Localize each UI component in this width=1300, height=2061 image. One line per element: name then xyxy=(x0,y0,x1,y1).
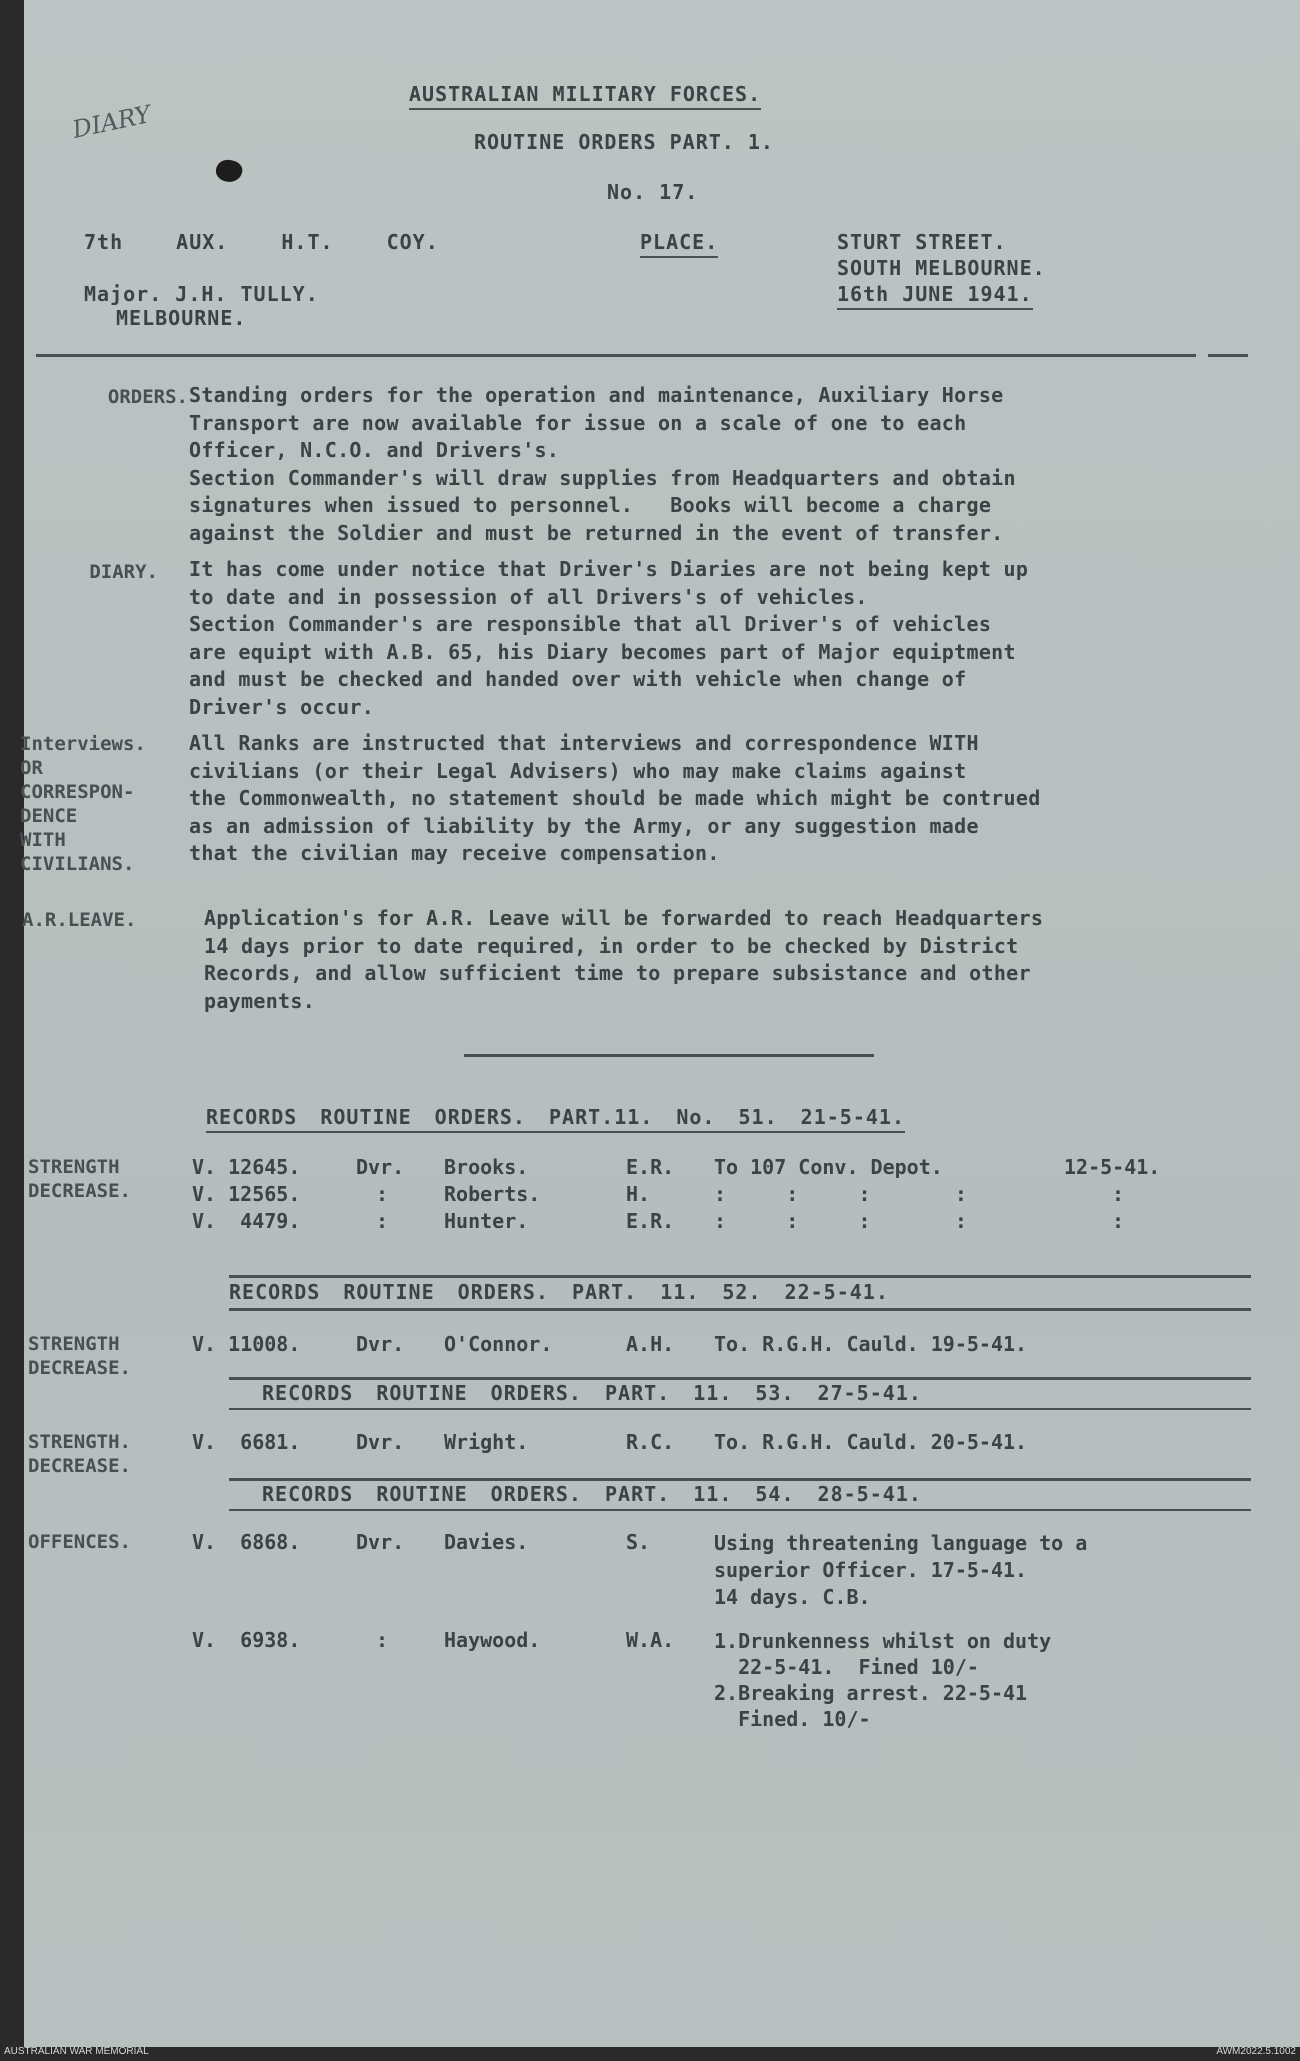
footer-right: AWM2022.5.1002 xyxy=(1216,2046,1296,2057)
record-rank: Dvr. xyxy=(356,1332,405,1356)
section-label-diary: DIARY. xyxy=(89,561,158,583)
commander-name: Major. J.H. TULLY. xyxy=(84,282,319,306)
record-code: H. xyxy=(626,1182,651,1206)
record-name: Roberts. xyxy=(444,1182,541,1206)
document-title: AUSTRALIAN MILITARY FORCES. xyxy=(409,82,761,110)
record-name: Wright. xyxy=(444,1430,529,1454)
record-name: Hunter. xyxy=(444,1209,529,1233)
address-line-2: SOUTH MELBOURNE. xyxy=(837,256,1046,280)
record-no: V. 12565. xyxy=(192,1182,301,1206)
record-rank: Dvr. xyxy=(356,1155,405,1179)
record-code: E.R. xyxy=(626,1209,675,1233)
record-detail: 1.Drunkenness whilst on duty 22-5-41. Fined 10/- 2.Breaking arrest. 22-5-41 Fined. 10/- xyxy=(714,1629,1052,1731)
records-rule-53-bottom xyxy=(229,1408,1251,1410)
record-code: W.A. xyxy=(626,1628,675,1652)
records-label-52: STRENGTH DECREASE. xyxy=(28,1333,131,1379)
records-rule-52-bottom xyxy=(229,1308,1251,1311)
header-divider-end xyxy=(1208,354,1248,357)
records-heading-54: RECORDS ROUTINE ORDERS. PART. 11. 54. 28-5-41. xyxy=(262,1482,922,1506)
order-number: No. 17. xyxy=(607,180,699,204)
record-name: Brooks. xyxy=(444,1155,529,1179)
record-date: : xyxy=(1112,1182,1125,1206)
unit-name: 7th AUX. H.T. COY. xyxy=(84,230,439,254)
record-name: Davies. xyxy=(444,1530,529,1554)
document-page xyxy=(20,0,1300,2047)
order-date: 16th JUNE 1941. xyxy=(837,282,1033,310)
record-no: V. 11008. xyxy=(192,1332,301,1356)
records-rule-53-top xyxy=(229,1377,1251,1380)
record-no: V. 6868. xyxy=(192,1530,301,1554)
section-text-orders: Standing orders for the operation and maintenance, Auxiliary Horse Transport are now available for issue on a scale of one to each Officer, N.C.O. and Drivers's. Section Commander's will draw supplies from Headquarters and obtain signatures when issued to personnel. Books will become a charge against the Soldier and must be returned in the event of transfer. xyxy=(189,383,1016,545)
section-text-interviews: All Ranks are instructed that interviews and correspondence WITH civilians (or their Legal Advisers) who may make claims against the Commonwealth, no statement should be made which might be contrued as an admission of liability by the Army, or any suggestion made that the civilian may receive compensation. xyxy=(189,731,1041,865)
section-label-ar-leave: A.R.LEAVE. xyxy=(22,909,137,931)
record-detail: : : : : xyxy=(714,1209,967,1233)
record-rank: Dvr. xyxy=(356,1530,405,1554)
record-detail: Using threatening language to a superior Officer. 17-5-41. 14 days. C.B. xyxy=(714,1531,1088,1609)
record-code: A.H. xyxy=(626,1332,675,1356)
record-rank: : xyxy=(376,1182,389,1206)
records-rule-54-bottom xyxy=(229,1509,1251,1511)
place-label: PLACE. xyxy=(640,230,718,258)
records-label-51: STRENGTH DECREASE. xyxy=(28,1156,131,1202)
section-text-ar-leave: Application's for A.R. Leave will be forwarded to reach Headquarters 14 days prior to date required, in order to be checked by District Records, and allow sufficient time to prepare subsistance and other payments. xyxy=(204,906,1044,1013)
ink-blot xyxy=(214,157,245,185)
record-no: V. 6681. xyxy=(192,1430,301,1454)
record-no: V. 12645. xyxy=(192,1155,301,1179)
record-detail: To. R.G.H. Cauld. 19-5-41. xyxy=(714,1332,1028,1356)
record-rank: : xyxy=(376,1209,389,1233)
record-detail: To. R.G.H. Cauld. 20-5-41. xyxy=(714,1430,1028,1454)
records-label-53: STRENGTH. DECREASE. xyxy=(28,1431,131,1477)
section-divider xyxy=(464,1054,874,1057)
section-label-interviews: Interviews. OR CORRESPON- DENCE WITH CIVILIANS. xyxy=(20,733,146,875)
record-code: R.C. xyxy=(626,1430,675,1454)
record-date: : xyxy=(1112,1209,1125,1233)
records-rule-52-top xyxy=(229,1275,1251,1278)
handwritten-annotation: DIARY xyxy=(69,100,154,144)
record-name: O'Connor. xyxy=(444,1332,553,1356)
records-heading-51: RECORDS ROUTINE ORDERS. PART.11. No. 51. 21-5-41. xyxy=(206,1105,905,1133)
records-heading-53: RECORDS ROUTINE ORDERS. PART. 11. 53. 27-5-41. xyxy=(262,1381,922,1405)
section-label-orders: ORDERS. xyxy=(107,386,188,408)
records-label-54: OFFENCES. xyxy=(28,1531,131,1553)
record-no: V. 6938. xyxy=(192,1628,301,1652)
address-line-1: STURT STREET. xyxy=(837,230,1007,254)
footer-left: AUSTRALIAN WAR MEMORIAL xyxy=(4,2046,149,2057)
header-divider xyxy=(36,354,1196,357)
record-detail: : : : : xyxy=(714,1182,967,1206)
record-code: E.R. xyxy=(626,1155,675,1179)
record-rank: : xyxy=(376,1628,389,1652)
section-text-diary: It has come under notice that Driver's Diaries are not being kept up to date and in possession of all Drivers's of vehicles. Section Commander's are responsible that all Driver's of vehicles are equipt with A.B. 65, his Diary becomes part of Major equiptment and must be checked and handed over with vehicle when change of Driver's occur. xyxy=(189,557,1029,719)
record-no: V. 4479. xyxy=(192,1209,301,1233)
records-heading-52: RECORDS ROUTINE ORDERS. PART. 11. 52. 22-5-41. xyxy=(229,1280,889,1304)
commander-city: MELBOURNE. xyxy=(116,306,247,330)
record-rank: Dvr. xyxy=(356,1430,405,1454)
record-detail: To 107 Conv. Depot. xyxy=(714,1155,943,1179)
document-subtitle: ROUTINE ORDERS PART. 1. xyxy=(474,130,774,154)
record-code: S. xyxy=(626,1530,651,1554)
record-name: Haywood. xyxy=(444,1628,541,1652)
records-rule-54-top xyxy=(229,1478,1251,1481)
record-date: 12-5-41. xyxy=(1064,1155,1161,1179)
